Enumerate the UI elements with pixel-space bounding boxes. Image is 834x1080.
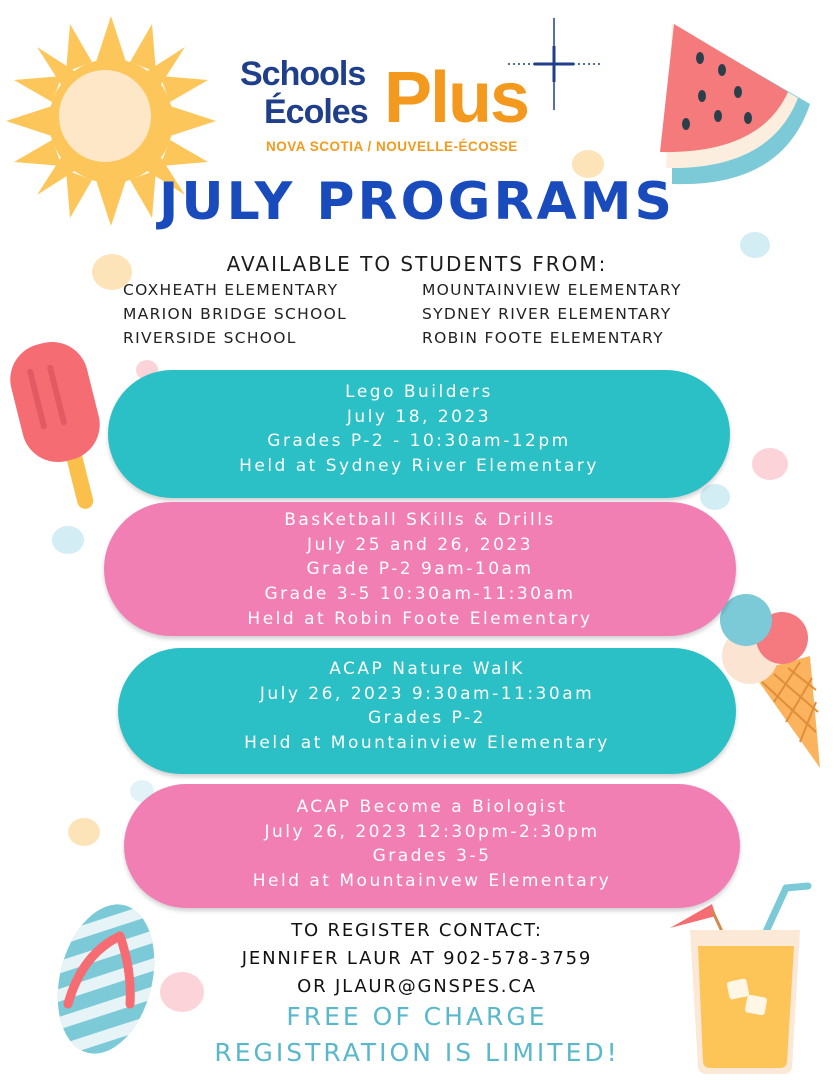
popsicle-icon	[6, 334, 114, 514]
program-date: July 26, 2023 12:30pm-2:30pm	[264, 821, 600, 842]
program-grades: Grade 3-5 10:30am-11:30am	[264, 584, 576, 605]
program-card-nature-walk	[118, 648, 736, 774]
program-grades: Grades P-2 - 10:30am-12pm	[267, 431, 571, 452]
school-name: COXHEATH ELEMENTARY	[123, 281, 339, 299]
contact-email: OR JLAUR@GNSPES.CA	[297, 976, 537, 997]
program-card-lego-builders	[108, 370, 730, 498]
confetti-dot	[68, 818, 100, 846]
program-date: July 18, 2023	[346, 406, 492, 427]
program-date: July 26, 2023 9:30am-11:30am	[259, 683, 595, 704]
program-location: Held at Sydney River Elementary	[239, 456, 599, 477]
program-title: Lego Builders	[345, 382, 493, 402]
logo-ecoles-text: Écoles	[264, 93, 368, 131]
program-date: July 25 and 26, 2023	[306, 534, 534, 555]
program-grades: Grades 3-5	[372, 846, 492, 867]
program-location: Held at Mountainvew Elementary	[252, 871, 612, 892]
availability-heading: AVAILABLE TO STUDENTS FROM:	[226, 252, 608, 276]
school-name: SYDNEY RIVER ELEMENTARY	[422, 305, 672, 323]
page-title: JULY PROGRAMS	[159, 172, 675, 232]
program-title: BasKetball SKills & Drills	[284, 510, 556, 530]
confetti-dot	[752, 448, 788, 480]
program-grades: Grade P-2 9am-10am	[306, 559, 534, 580]
program-title: ACAP Nature WalK	[329, 659, 525, 679]
confetti-dot	[700, 484, 730, 510]
free-of-charge-text: FREE OF CHARGE	[286, 1002, 548, 1031]
logo-region-text: NOVA SCOTIA / NOUVELLE-ÉCOSSE	[266, 139, 518, 154]
contact-heading: TO REGISTER CONTACT:	[291, 920, 543, 941]
confetti-dot	[52, 526, 84, 554]
school-name: MOUNTAINVIEW ELEMENTARY	[422, 281, 682, 299]
school-name: MARION BRIDGE SCHOOL	[123, 305, 348, 323]
registration-limited-text: REGISTRATION IS LIMITED!	[214, 1038, 620, 1067]
contact-phone: JENNIFER LAUR AT 902-578-3759	[241, 948, 593, 969]
program-card-biologist	[124, 784, 740, 908]
program-title: ACAP Become a Biologist	[296, 797, 568, 817]
school-name: RIVERSIDE SCHOOL	[123, 329, 297, 347]
logo-plus-text: Plus	[384, 58, 529, 138]
school-name: ROBIN FOOTE ELEMENTARY	[422, 329, 664, 347]
logo-schools-text: Schools	[240, 55, 366, 93]
program-grades: Grades P-2	[368, 708, 486, 729]
program-card-basketball	[104, 502, 736, 636]
program-location: Held at Robin Foote Elementary	[247, 608, 593, 629]
program-location: Held at Mountainview Elementary	[244, 733, 610, 754]
logo-sparkle-icon	[504, 16, 604, 112]
